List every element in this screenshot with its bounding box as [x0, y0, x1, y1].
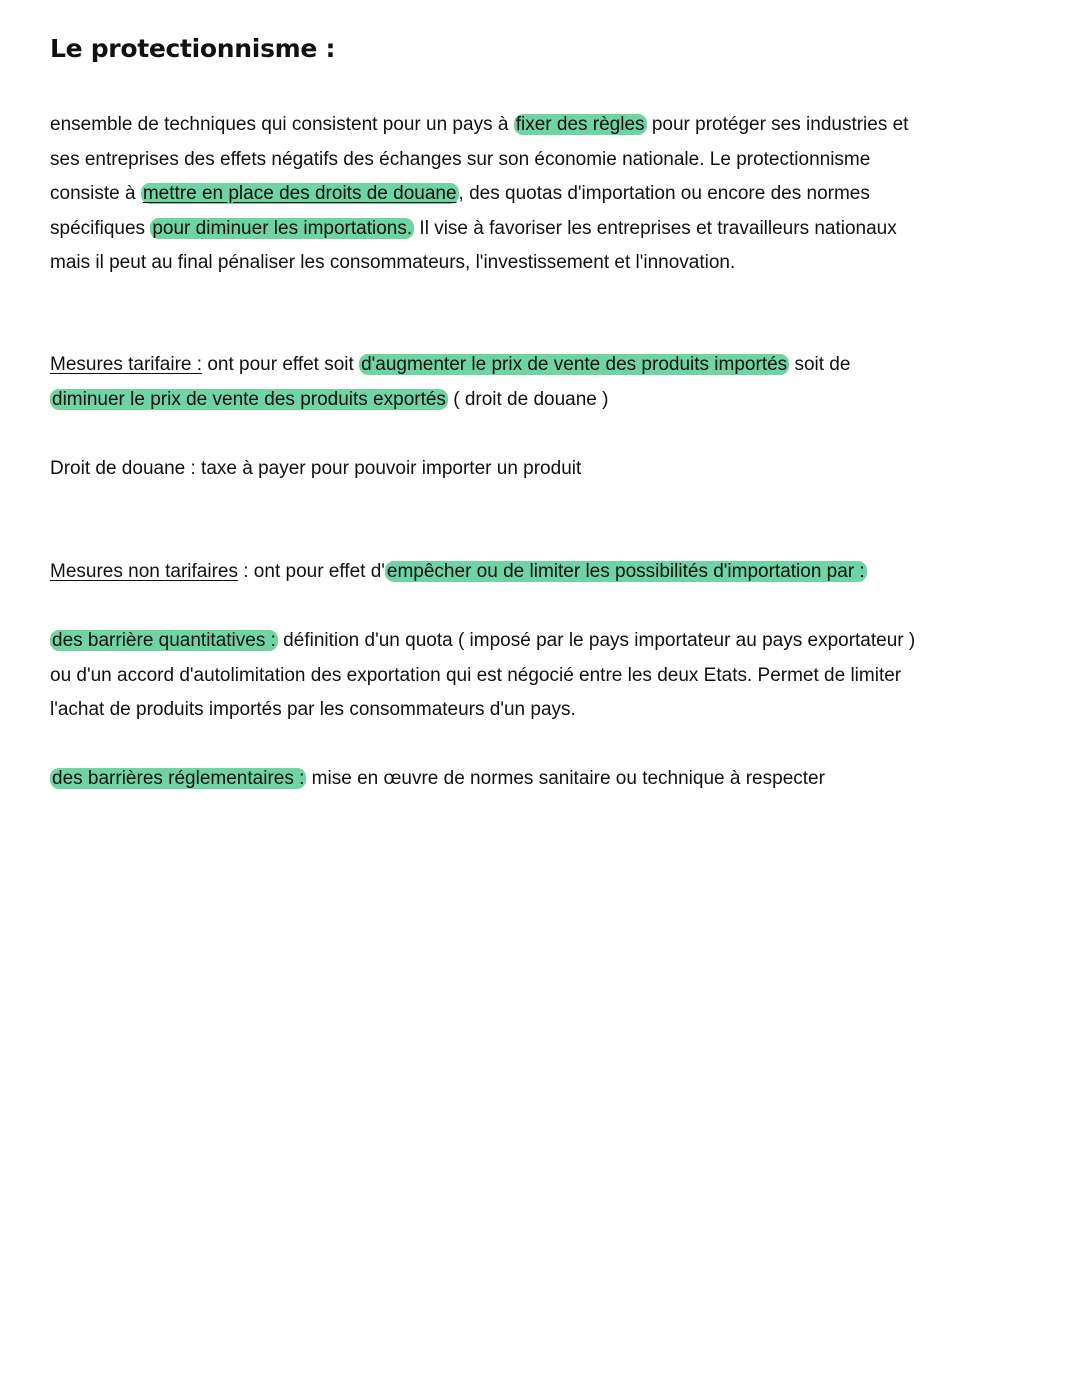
mesures-tarifaires-text-3: ( droit de douane ): [447, 388, 609, 410]
definition-paragraph: [50, 108, 930, 281]
highlight-fixer-des-regles: fixer des règles: [515, 114, 645, 135]
mesures-non-tarifaires-label: Mesures non tarifaires: [50, 561, 238, 582]
highlight-augmenter-prix: d'augmenter le prix de vente des produits importés: [361, 354, 788, 375]
definition-text-3: , des quotas d'importation ou encore des normes spécifiques: [50, 183, 870, 239]
mesures-tarifaires-label: Mesures tarifaire :: [50, 354, 203, 375]
highlight-barrieres-reglementaires: des barrières réglementaires :: [52, 768, 305, 789]
mesures-non-tarifaires-text-1: : ont pour effet d': [237, 561, 385, 582]
highlight-empecher-limiter: empêcher ou de limiter les possibilités d'importation par :: [386, 561, 865, 582]
definition-text-2: pour protéger ses industries et ses entreprises des effets négatifs des échanges sur son économie nationale. Le protectionnisme consiste à: [50, 114, 909, 204]
highlight-diminuer-prix: diminuer le prix de vente des produits exportés: [52, 388, 446, 410]
highlight-droits-de-douane: mettre en place des droits de douane: [142, 183, 457, 204]
highlight-barrieres-quantitatives: des barrière quantitatives :: [52, 630, 276, 651]
barrieres-quantitatives-paragraph: [50, 624, 930, 728]
barrieres-reglementaires-text: mise en œuvre de normes sanitaire ou technique à respecter: [306, 768, 825, 789]
mesures-non-tarifaires-paragraph: [50, 555, 930, 590]
highlight-diminuer-importations: pour diminuer les importations.: [152, 217, 413, 239]
mesures-tarifaires-paragraph: [50, 348, 930, 417]
droit-de-douane-definition: Droit de douane : taxe à payer pour pouvoir importer un produit: [50, 458, 582, 479]
mesures-tarifaires-text-1: ont pour effet soit: [202, 354, 360, 375]
barrieres-quantitatives-text: définition d'un quota ( imposé par le pays importateur au pays exportateur ) ou d'un accord d'autolimitation des exportation qui est négocié entre les deux Etats. Permet de limiter l'achat de produits importés par les consommateurs d'un pays.: [50, 630, 916, 720]
page-title: Le protectionnisme :: [50, 34, 336, 63]
definition-text-4: Il vise à favoriser les entreprises et travailleurs nationaux mais il peut au final pénaliser les consommateurs, l'investissement et l'innovation.: [50, 217, 897, 273]
mesures-tarifaires-text-2: soit de: [789, 354, 851, 375]
definition-text-1: ensemble de techniques qui consistent pour un pays à: [50, 114, 514, 135]
barrieres-reglementaires-paragraph: [50, 762, 930, 797]
